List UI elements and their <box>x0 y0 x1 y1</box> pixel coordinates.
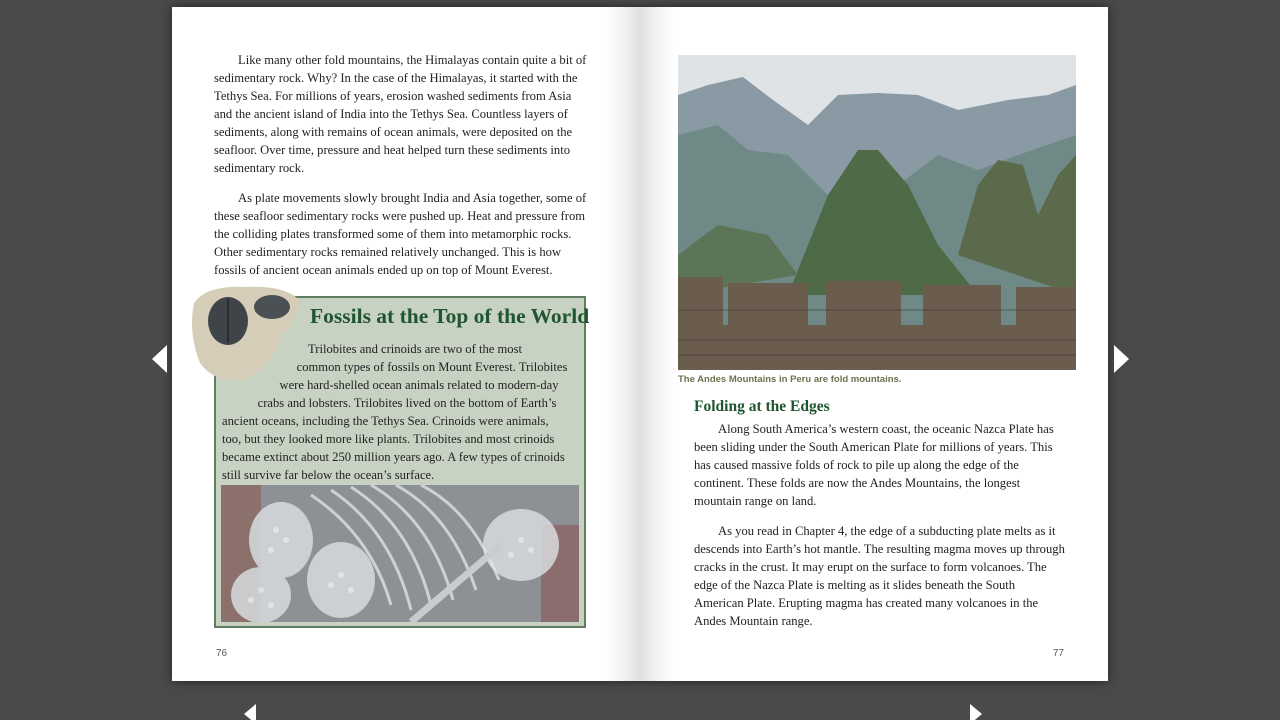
paragraph: Like many other fold mountains, the Himalayas contain quite a bit of sedimentary rock. Why? In the case of the Himalayas, it started with the Tethys Sea. For millions of years, erosion washed sediments from Asia and the ancient island of India into the Tethys Sea. Countless layers of sediments, along with remains of ocean animals, were deposited on the seafloor. Over time, pressure and heat helped turn these sediments into sedimentary rock. <box>214 53 587 175</box>
page-number: 76 <box>216 648 228 659</box>
sidebar-line: common types of fossils on Mount Everest. Trilobites <box>296 360 568 374</box>
sidebar-line: Trilobites and crinoids are two of the most <box>308 342 522 356</box>
sidebar-line: were hard-shelled ocean animals related to modern-day <box>279 378 559 392</box>
spine-shadow <box>604 7 640 681</box>
next-page-icon[interactable] <box>1114 345 1129 373</box>
andes-mountains-photo <box>678 55 1076 370</box>
crinoid-fossil-image <box>221 485 579 622</box>
next-spread-icon[interactable] <box>970 704 982 720</box>
spine-shadow <box>640 7 676 681</box>
sidebar-line: too, but they looked more like plants. Trilobites and most crinoids <box>222 432 555 446</box>
trilobite-fossil-image <box>186 283 304 385</box>
previous-spread-icon[interactable] <box>244 704 256 720</box>
photo-caption: The Andes Mountains in Peru are fold mountains. <box>678 374 902 385</box>
sidebar-title: Fossils at the Top of the World <box>310 304 590 328</box>
sidebar-line: crabs and lobsters. Trilobites lived on the bottom of Earth’s <box>257 396 557 410</box>
page-number: 77 <box>1052 648 1064 659</box>
sidebar-line: became extinct about 250 million years ago. A few types of crinoids <box>222 450 565 464</box>
paragraph: Along South America’s western coast, the oceanic Nazca Plate has been sliding under the South American Plate for millions of years. This has caused massive folds of rock to pile up along the edge of the continent. These folds are now the Andes Mountains, the longest mountain range on land. <box>694 422 1054 508</box>
left-page <box>172 7 640 681</box>
paragraph: As plate movements slowly brought India and Asia together, some of these seafloor sedimentary rocks were pushed up. Heat and pressure from the colliding plates transformed some of them into metamorphic rocks. Other sedimentary rocks remained relatively unchanged. This is how fossils of ancient ocean animals ended up on top of Mount Everest. <box>214 191 587 277</box>
sidebar-line: ancient oceans, including the Tethys Sea. Crinoids were animals, <box>222 414 549 428</box>
previous-page-icon[interactable] <box>152 345 167 373</box>
paragraph: As you read in Chapter 4, the edge of a subducting plate melts as it descends into Earth’s hot mantle. The resulting magma moves up through cracks in the crust. It may erupt on the surface to form volcanoes. The edge of the Nazca Plate is melting as it slides beneath the South American Plate. Erupting magma has created many volcanoes in the Andes Mountain range. <box>694 524 1065 628</box>
sidebar-line: still survive far below the ocean’s surface. <box>222 468 435 482</box>
open-book-spread <box>172 7 1108 681</box>
section-heading: Folding at the Edges <box>694 398 830 415</box>
right-page <box>640 7 1108 681</box>
